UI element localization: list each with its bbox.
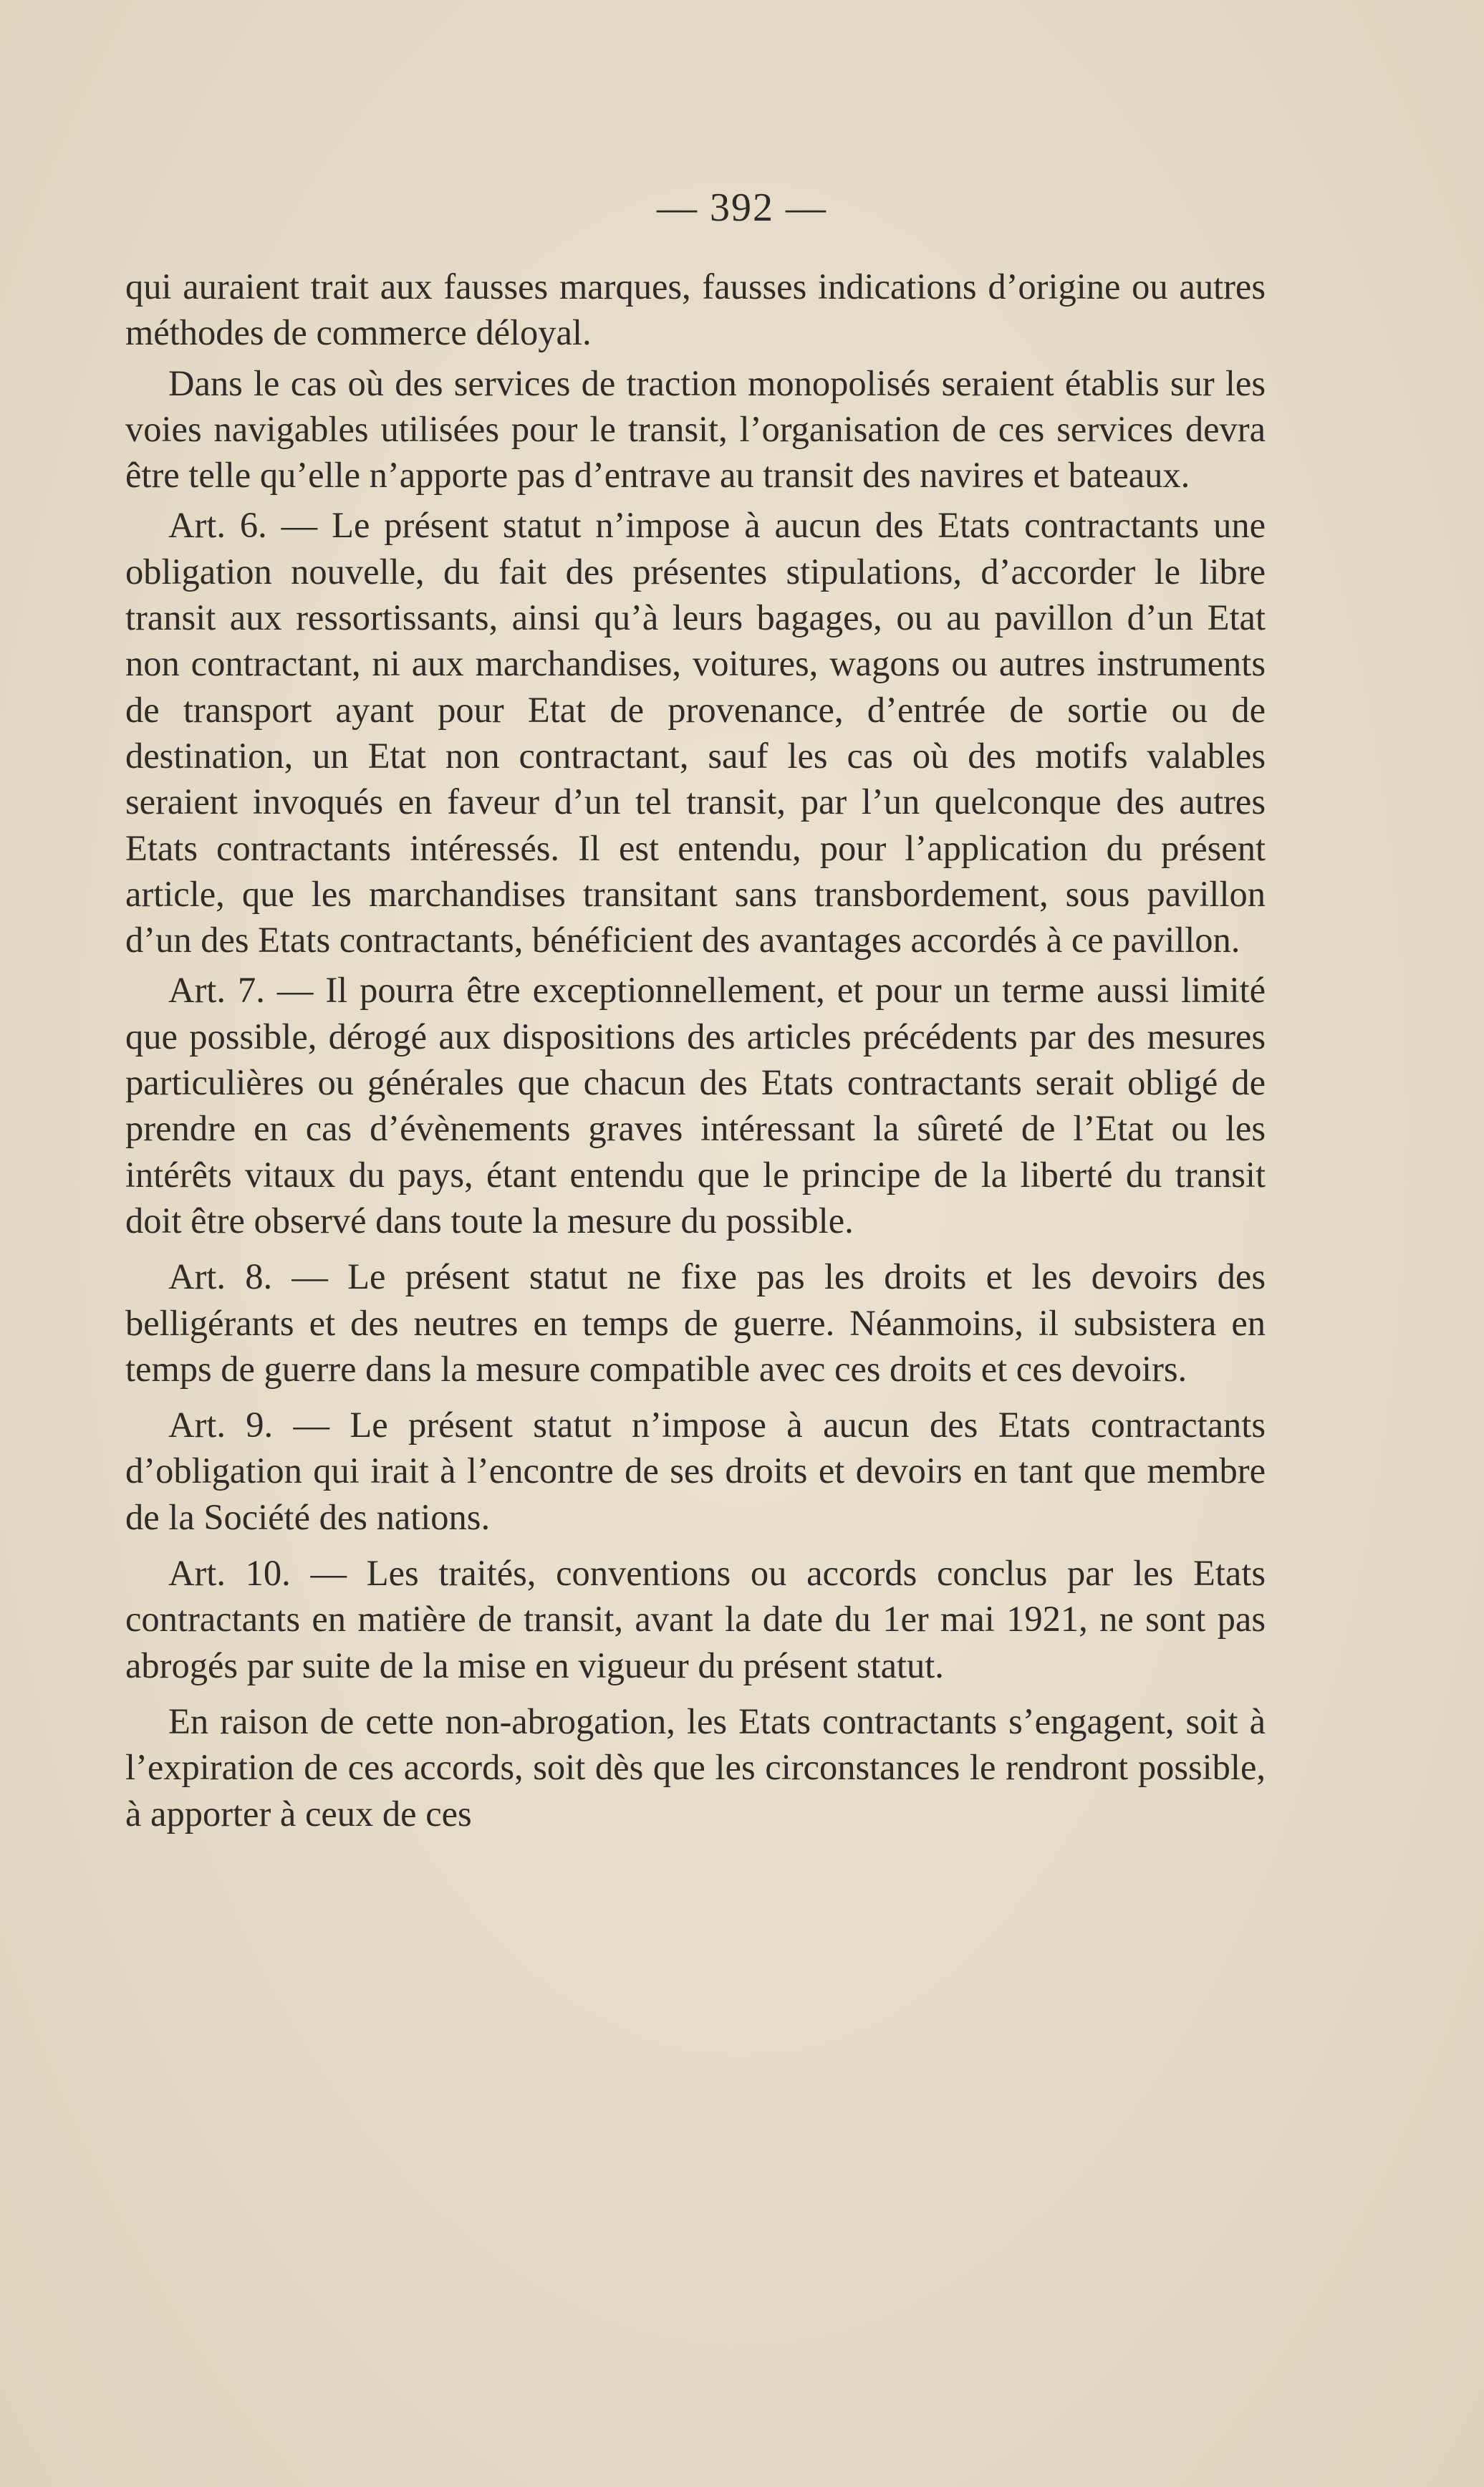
article-text: — Le présent statut n’impose à aucun des Etats contractants une obligation nouvelle, du fait des présentes stipulations, d’accorder le libre transit aux ressortissants, ainsi qu’à leurs bagages, ou au pavillon d’un Etat non contractant, ni aux marchandises, voitures, wagons ou autres instruments de transport ayant pour Etat de provenance, d’entrée de sortie ou de destination, un Etat non contractant, sauf les cas où des motifs valables seraient invoqués en faveur d’un tel transit, par l’un quelconque des autres Etats contractants intéressés. Il est entendu, pour l’application du présent article, que les marchandises transitant sans transbordement, sous pavillon d’un des Etats contractants, bénéficient des avantages accordés à ce pavillon.	[125, 505, 1266, 961]
article-label: Art. 9.	[168, 1405, 274, 1445]
paragraph-text: qui auraient trait aux fausses marques, fausses indications d’origine ou autres méthodes de commerce déloyal.	[125, 266, 1266, 353]
page-number: — 392 —	[657, 186, 827, 230]
article-6	[125, 502, 1266, 963]
article-label: Art. 6.	[168, 505, 267, 546]
paragraph-text: Dans le cas où des services de traction monopolisés seraient établis sur les voies navigables utilisées pour le transit, l’organisation de ces services devra être telle qu’elle n’apporte pas d’entrave au transit des navires et bateaux.	[125, 362, 1266, 496]
body-text	[125, 264, 1266, 1837]
article-7	[125, 967, 1266, 1244]
article-9	[125, 1402, 1266, 1540]
article-label: Art. 7.	[168, 970, 265, 1011]
article-8	[125, 1254, 1266, 1392]
article-label: Art. 10.	[168, 1553, 291, 1594]
article-text: — Le présent statut ne fixe pas les droits et les devoirs des belligérants et des neutres en temps de guerre. Néanmoins, il subsistera en temps de guerre dans la mesure compatible avec ces droits et ces devoirs.	[125, 1256, 1266, 1389]
paragraph-traction-services	[125, 360, 1266, 499]
paragraph-continuation	[125, 264, 1266, 356]
article-text: — Il pourra être exceptionnellement, et pour un terme aussi limité que possible, dérogé aux dispositions des articles précédents par des mesures particulières ou générales que chacun des Etats contractants serait obligé de prendre en cas d’évènements graves intéressant la sûreté de l’Etat ou les intérêts vitaux du pays, étant entendu que le principe de la liberté du transit doit être observé dans toute la mesure du possible.	[125, 970, 1266, 1241]
paragraph-non-abrogation	[125, 1698, 1266, 1837]
article-text: — Le présent statut n’impose à aucun des Etats contractants d’obligation qui irait à l’encontre de ses droits et devoirs en tant que membre de la Société des nations.	[125, 1405, 1266, 1537]
paragraph-text: En raison de cette non-abrogation, les Etats contractants s’engagent, soit à l’expiration de ces accords, soit dès que les circonstances le rendront possible, à apporter à ceux de ces	[125, 1701, 1266, 1834]
article-10	[125, 1550, 1266, 1688]
article-text: — Les traités, conventions ou accords conclus par les Etats contractants en matière de transit, avant la date du 1er mai 1921, ne sont pas abrogés par suite de la mise en vigueur du présent statut.	[125, 1553, 1266, 1685]
article-label: Art. 8.	[168, 1256, 273, 1297]
